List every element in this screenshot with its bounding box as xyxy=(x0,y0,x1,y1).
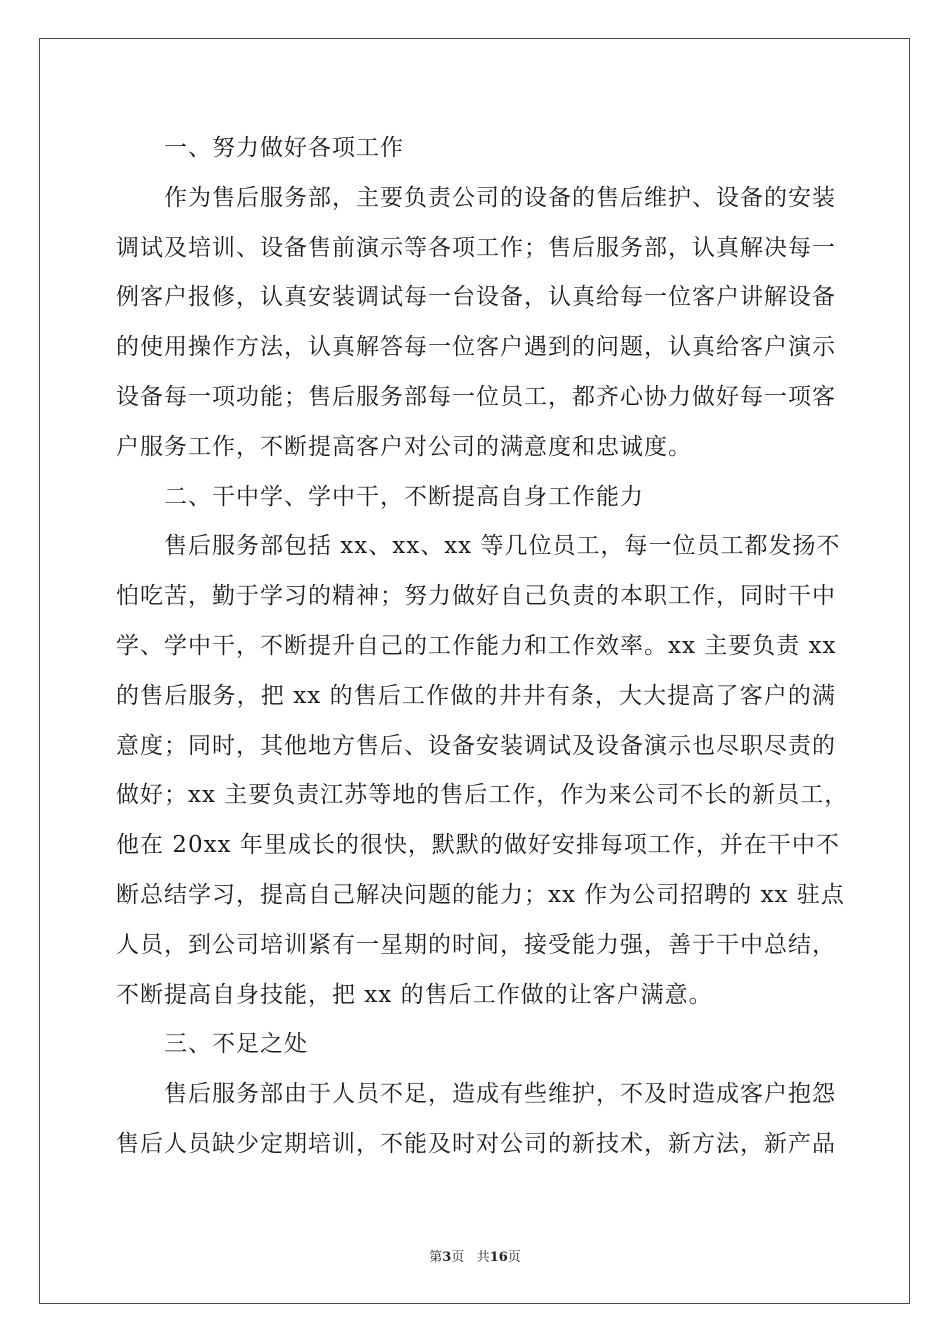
text-line: 意度；同时，其他地方售后、设备安装调试及设备演示也尽职尽责的 xyxy=(116,732,836,759)
footer-page-suffix: 页 xyxy=(451,1250,465,1265)
text-line: 一、努力做好各项工作 xyxy=(164,135,404,161)
document-body xyxy=(116,124,849,1170)
text-line: 二、干中学、学中干，不断提高自身工作能力 xyxy=(164,483,644,510)
total-page-count: 16 xyxy=(489,1250,508,1265)
page-footer xyxy=(0,1246,950,1265)
text-line: 他在 20xx 年里成长的很快，默默的做好安排每项工作，并在干中不 xyxy=(116,832,840,859)
footer-total-suffix: 页 xyxy=(507,1250,521,1265)
text-line: 售后服务部包括 xx、xx、xx 等几位员工，每一位员工都发扬不 xyxy=(164,533,841,560)
text-line: 售后人员缺少定期培训，不能及时对公司的新技术，新方法，新产品 xyxy=(116,1130,836,1157)
text-line: 断总结学习，提高自己解决问题的能力；xx 作为公司招聘的 xx 驻点 xyxy=(116,881,845,908)
text-line: 售后服务部由于人员不足，造成有些维护，不及时造成客户抱怨 xyxy=(164,1081,836,1108)
text-line: 作为售后服务部，主要负责公司的设备的售后维护、设备的安装 xyxy=(164,184,836,211)
text-line: 怕吃苦，勤于学习的精神；努力做好自己负责的本职工作，同时干中 xyxy=(116,583,836,610)
text-line: 的使用操作方法，认真解答每一位客户遇到的问题，认真给客户演示 xyxy=(116,334,836,361)
text-line: 例客户报修，认真安装调试每一台设备，认真给每一位客户讲解设备 xyxy=(116,284,836,311)
text-line: 调试及培训、设备售前演示等各项工作；售后服务部，认真解决每一 xyxy=(116,234,836,261)
text-line: 三、不足之处 xyxy=(164,1031,308,1058)
footer-prefix: 第 xyxy=(429,1250,443,1265)
text-line: 的售后服务，把 xx 的售后工作做的井井有条，大大提高了客户的满 xyxy=(116,682,836,709)
text-line: 户服务工作，不断提高客户对公司的满意度和忠诚度。 xyxy=(116,433,692,460)
text-line: 人员，到公司培训紧有一星期的时间，接受能力强，善于干中总结， xyxy=(116,931,836,958)
text-line: 学、学中干，不断提升自己的工作能力和工作效率。xx 主要负责 xx xyxy=(116,632,837,659)
text-line: 做好；xx 主要负责江苏等地的售后工作，作为来公司不长的新员工， xyxy=(116,782,849,809)
footer-total-prefix: 共 xyxy=(476,1250,490,1265)
text-line: 设备每一项功能；售后服务部每一位员工，都齐心协力做好每一项客 xyxy=(116,383,836,410)
current-page-number: 3 xyxy=(442,1250,452,1265)
text-line: 不断提高自身技能，把 xx 的售后工作做的让客户满意。 xyxy=(116,981,713,1008)
